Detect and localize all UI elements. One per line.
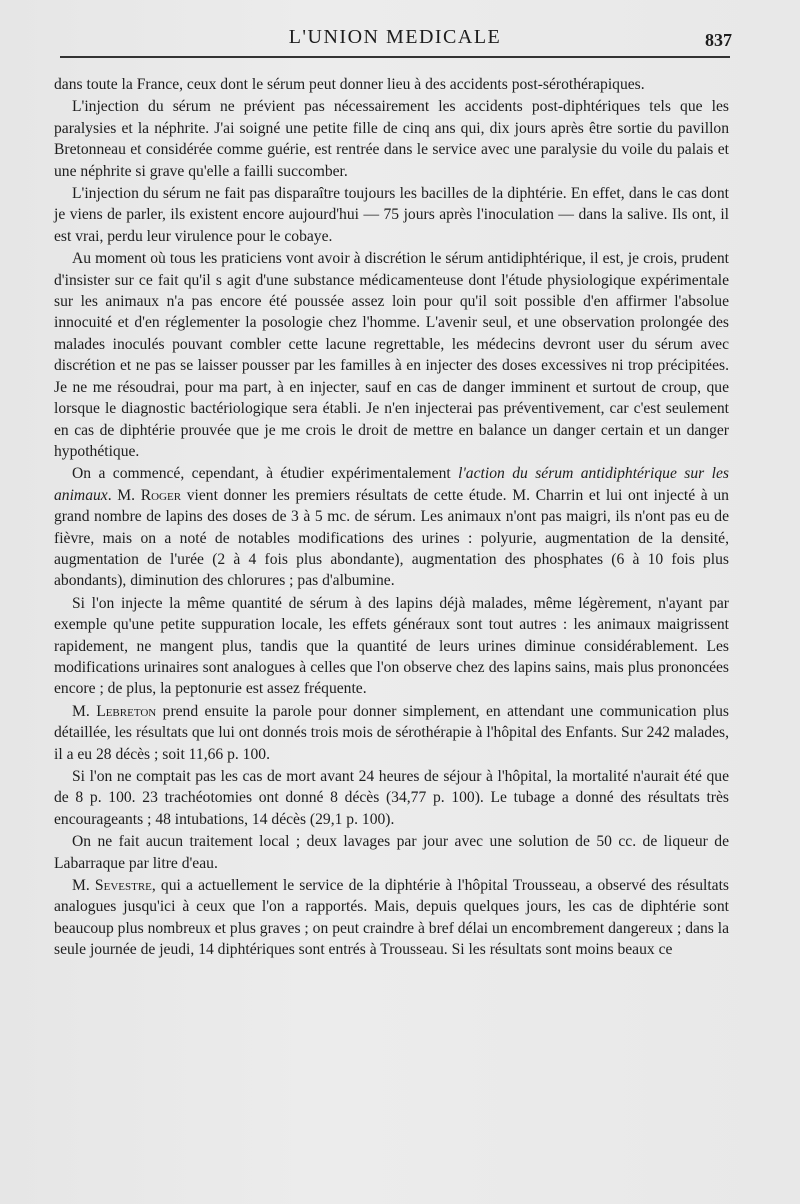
text-run: Si l'on injecte la même quantité de sérum à des lapins déjà malades, même légèrement, n'ayant par exemple qu'une petite suppuration locale, les effets généraux sont tout autres : les animaux maigrissent rapidement, ne mangent plus, tandis que la quantité de leurs urines diminue considérablement. Les modifications urinaires sont analogues à celles que l'on observe chez des lapins sains, mais plus prononcées encore ; de plus, la peptonurie est assez fréquente. [54,594,729,698]
paragraph [54,831,729,874]
text-run: On ne fait aucun traitement local ; deux lavages par jour avec une solution de 50 cc. de liqueur de Labarraque par litre d'eau. [54,833,729,872]
paragraph [54,183,729,247]
text-run: Au moment où tous les praticiens vont avoir à discrétion le sérum antidiphtérique, il est, je crois, prudent d'insister sur ce fait qu'il s agit d'une substance médicamenteuse dont l'étude physiologique expérimentale sur les animaux n'a pas encore été poussée assez loin pour qu'il soit possible d'en affirmer l'absolue innocuité et d'en réglementer la posologie chez l'homme. L'avenir seul, et une observation prolongée des malades inoculés pouvant combler cette lacune regrettable, les médecins devront user du sérum avec discrétion et ne pas se laisser pousser par les familles à en injecter des doses excessives ni trop précipitées. Je ne me résoudrai, pour ma part, à en injecter, sauf en cas de danger imminent et surtout de croup, que lorsque le diagnostic bactériologique sera établi. Je n'en injecterai pas préventivement, car c'est seulement en cas de diphtérie prouvée que je me crois le droit de mettre en balance un danger certain et un danger hypothétique. [54,250,729,460]
text-run: On a commencé, cependant, à étudier expérimentalement [72,465,459,483]
paragraph [54,593,729,700]
paragraph [54,248,729,462]
paragraph [54,96,729,182]
text-run: L'injection du sérum ne prévient pas nécessairement les accidents post-diphtériques tels que les paralysies et la néphrite. J'ai soigné une petite fille de cinq ans qui, dix jours après être sortie du pavillon Bretonneau et considérée comme guérie, est rentrée dans le service avec une paralysie du voile du palais et une néphrite si grave qu'elle a failli succomber. [54,98,729,180]
text-run: . M. [107,486,141,504]
paragraph [54,875,729,961]
journal-title: L'UNION MEDICALE [288,26,502,48]
text-run: vient donner les premiers résultats de cette étude. M. Charrin et lui ont injecté à un grand nombre de lapins des doses de 3 à 5 mc. de sérum. Les animaux n'ont pas maigri, ils n'ont pas eu de fièvre, mais on a noté de notables modifications des urines : polyurie, augmentation de la densité, augmentation de l'urée (2 à 4 fois plus abondante), augmentation des phosphates (6 à 10 fois plus abondants), diminution des chlorures ; pas d'albumine. [54,486,729,590]
paragraph [54,74,729,95]
header-rule [60,56,730,58]
text-run: prend ensuite la parole pour donner simplement, en attendant une communication plus détaillée, les résultats que lui ont donnés trois mois de sérothérapie à l'hôpital des Enfants. Sur 242 malades, il a eu 28 décès ; soit 11,66 p. 100. [54,702,729,763]
paragraph [54,701,729,765]
page-number: 837 [705,30,732,50]
article-body [54,74,729,962]
author-name: Lebreton [96,702,157,720]
italic-text: l'action du sérum antidiphtérique sur les animaux [54,465,729,504]
paragraph [54,766,729,830]
author-name: Sevestre [94,877,152,895]
page-header [60,22,730,56]
text-run: Si l'on ne comptait pas les cas de mort avant 24 heures de séjour à l'hôpital, la mortalité n'aurait été que de 8 p. 100. 23 trachéotomies ont donné 8 décès (34,77 p. 100). Le tubage a donné des résultats très encourageants ; 48 intubations, 14 décès (29,1 p. 100). [54,768,729,828]
text-run: , qui a actuellement le service de la diphtérie à l'hôpital Trousseau, a observé des résultats analogues jusqu'ici à ceux que l'on a rapportés. Mais, depuis quelques jours, les cas de diphtérie sont beaucoup plus nombreux et plus graves ; on peut craindre à bref délai un encombrement dangereux ; dans la seule journée de jeudi, 14 diphtériques sont entrés à Trousseau. Si les résultats sont moins beaux ce [54,877,729,959]
paragraph [54,463,729,591]
author-name: Roger [140,486,182,504]
text-run: dans toute la France, ceux dont le sérum peut donner lieu à des accidents post-sérothérapiques. [54,76,645,93]
text-run: M. [72,877,95,895]
text-run: L'injection du sérum ne fait pas disparaître toujours les bacilles de la diphtérie. En effet, dans le cas dont je viens de parler, ils existent encore aujourd'hui — 75 jours après l'inoculation — dans la salive. Ils ont, il est vrai, perdu leur virulence pour le cobaye. [54,185,729,245]
text-run: M. [72,702,97,720]
